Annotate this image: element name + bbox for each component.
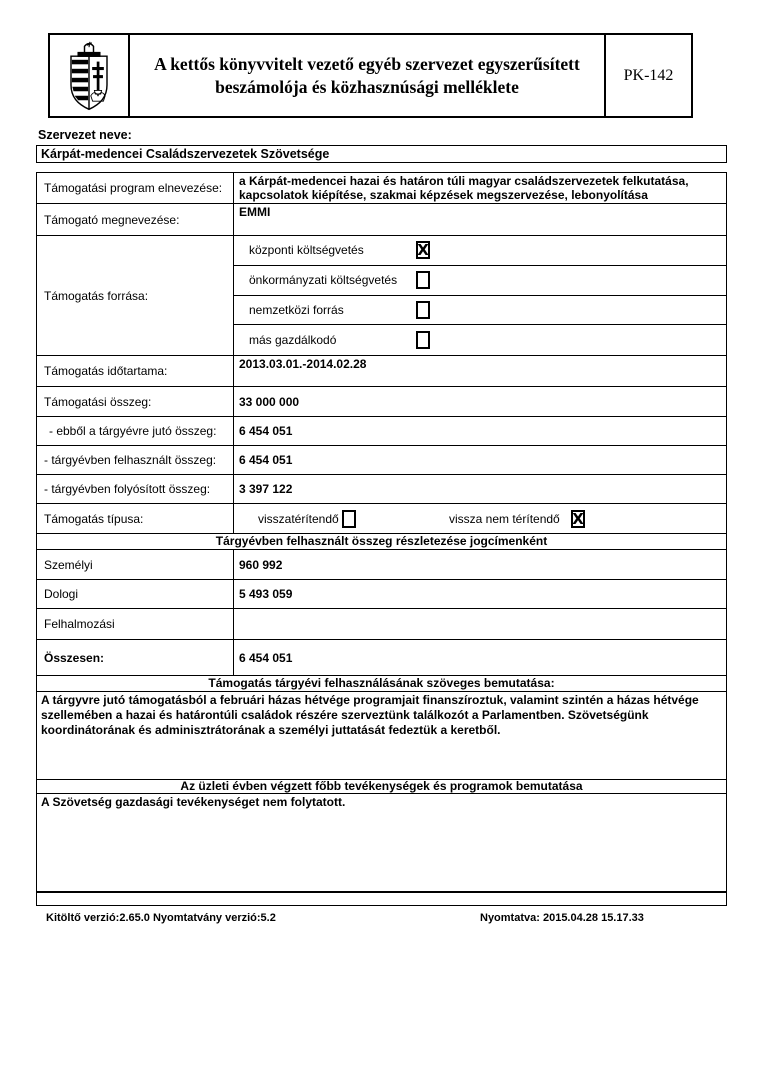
footer-version-info: Kitöltő verzió:2.65.0 Nyomtatvány verzió:5.2: [46, 912, 276, 924]
hungary-coat-of-arms-icon: [62, 40, 116, 112]
org-name-field: Kárpát-medencei Családszervezetek Szövetsége: [36, 145, 727, 163]
amount-used-value: 6 454 051: [239, 453, 293, 467]
org-name-label: Szervezet neve:: [38, 128, 132, 142]
logo-cell: [50, 35, 130, 116]
row-supporter: [37, 204, 726, 236]
source-option-mas-gazdalkodo: [234, 325, 726, 355]
felhalmozasi-value: [234, 609, 726, 639]
row-source: [37, 236, 726, 356]
row-program: [37, 173, 726, 204]
row-type: [37, 504, 726, 534]
row-szemelyi: [37, 550, 726, 580]
dologi-label: Dologi: [37, 580, 234, 608]
type-label: Támogatás típusa:: [37, 504, 234, 533]
checkbox-onkormanyzati-koltsegvetes[interactable]: [416, 271, 430, 289]
row-duration: [37, 356, 726, 387]
row-felhalmozasi: [37, 609, 726, 640]
activities-text: A Szövetség gazdasági tevékenységet nem folytatott.: [37, 794, 726, 893]
form-header: [48, 33, 693, 118]
source-option-label: más gazdálkodó: [249, 333, 337, 348]
row-dologi: [37, 580, 726, 609]
osszesen-value: 6 454 051: [239, 650, 293, 665]
amount-label: Támogatási összeg:: [37, 387, 234, 416]
program-value: a Kárpát-medencei hazai és határon túli magyar családszervezetek felkutatása, kapcsolatok kiépítése, szakmai képzések megszervezése, lebonyolítása: [239, 174, 689, 202]
source-option-label: önkormányzati költségvetés: [249, 273, 398, 288]
source-option-label: nemzetközi forrás: [249, 302, 344, 317]
usage-text: A tárgyvre jutó támogatásból a februári házas hétvége programjait finanszíroztuk, valamint szintén a házas hétvége szellemében a hazai és határontúli családok részére szerveztünk találkozót a Parlamentben. Szövetségünk koordinátorának és adminisztrátorának a személyi juttatását fedeztük a keretből.: [37, 692, 726, 780]
row-amount-year: [37, 417, 726, 446]
empty-row: [37, 893, 726, 905]
source-option-label: központi költségvetés: [249, 243, 364, 258]
source-option-onkormanyzati: [234, 266, 726, 296]
breakdown-section-title: Tárgyévben felhasznált összeg részletezése jogcímenként: [37, 534, 726, 550]
duration-value: 2013.03.01.-2014.02.28: [239, 357, 367, 371]
source-option-nemzetkozi: [234, 296, 726, 326]
felhalmozasi-label: Felhalmozási: [37, 609, 234, 639]
usage-section-title: Támogatás tárgyévi felhasználásának szöveges bemutatása:: [37, 676, 726, 692]
checkbox-visszateritendo[interactable]: [342, 510, 356, 528]
row-osszesen: [37, 640, 726, 676]
source-label: Támogatás forrása:: [37, 236, 234, 355]
row-amount: [37, 387, 726, 417]
type-option-label: vissza nem térítendő: [449, 511, 560, 526]
amount-year-value: 6 454 051: [239, 424, 293, 438]
program-label: Támogatási program elnevezése:: [37, 173, 234, 203]
activities-section-title: Az üzleti évben végzett főbb tevékenységek és programok bemutatása: [37, 780, 726, 794]
szemelyi-label: Személyi: [37, 550, 234, 579]
checkbox-kozponti-koltsegvetes[interactable]: X: [417, 241, 429, 260]
support-table: [36, 172, 727, 906]
amount-year-label: - ebből a tárgyévre jutó összeg:: [37, 417, 234, 445]
footer-print-timestamp: Nyomtatva: 2015.04.28 15.17.33: [480, 912, 644, 924]
duration-label: Támogatás időtartama:: [37, 356, 234, 386]
source-options: [234, 236, 726, 355]
row-amount-paid: [37, 475, 726, 504]
amount-used-label: - tárgyévben felhasznált összeg:: [37, 446, 234, 474]
form-code: PK-142: [623, 66, 674, 84]
dologi-value: 5 493 059: [239, 587, 293, 601]
supporter-value: EMMI: [239, 205, 271, 219]
form-title: A kettős könyvvitelt vezető egyéb szervezet egyszerűsített beszámolója és közhasznúsági melléklete: [130, 35, 606, 116]
amount-paid-value: 3 397 122: [239, 482, 293, 496]
szemelyi-value: 960 992: [239, 557, 283, 572]
source-option-kozponti: [234, 236, 726, 266]
osszesen-label: Összesen:: [37, 640, 234, 675]
supporter-label: Támogató megnevezése:: [37, 204, 234, 235]
amount-paid-label: - tárgyévben folyósított összeg:: [37, 475, 234, 503]
type-options: [234, 504, 726, 533]
checkbox-vissza-nem-teritendo[interactable]: X: [572, 509, 584, 528]
amount-value: 33 000 000: [239, 394, 300, 409]
checkbox-mas-gazdalkodo[interactable]: [416, 331, 430, 349]
row-amount-used: [37, 446, 726, 475]
type-option-label: visszatérítendő: [258, 511, 339, 526]
checkbox-nemzetkozi-forras[interactable]: [416, 301, 430, 319]
